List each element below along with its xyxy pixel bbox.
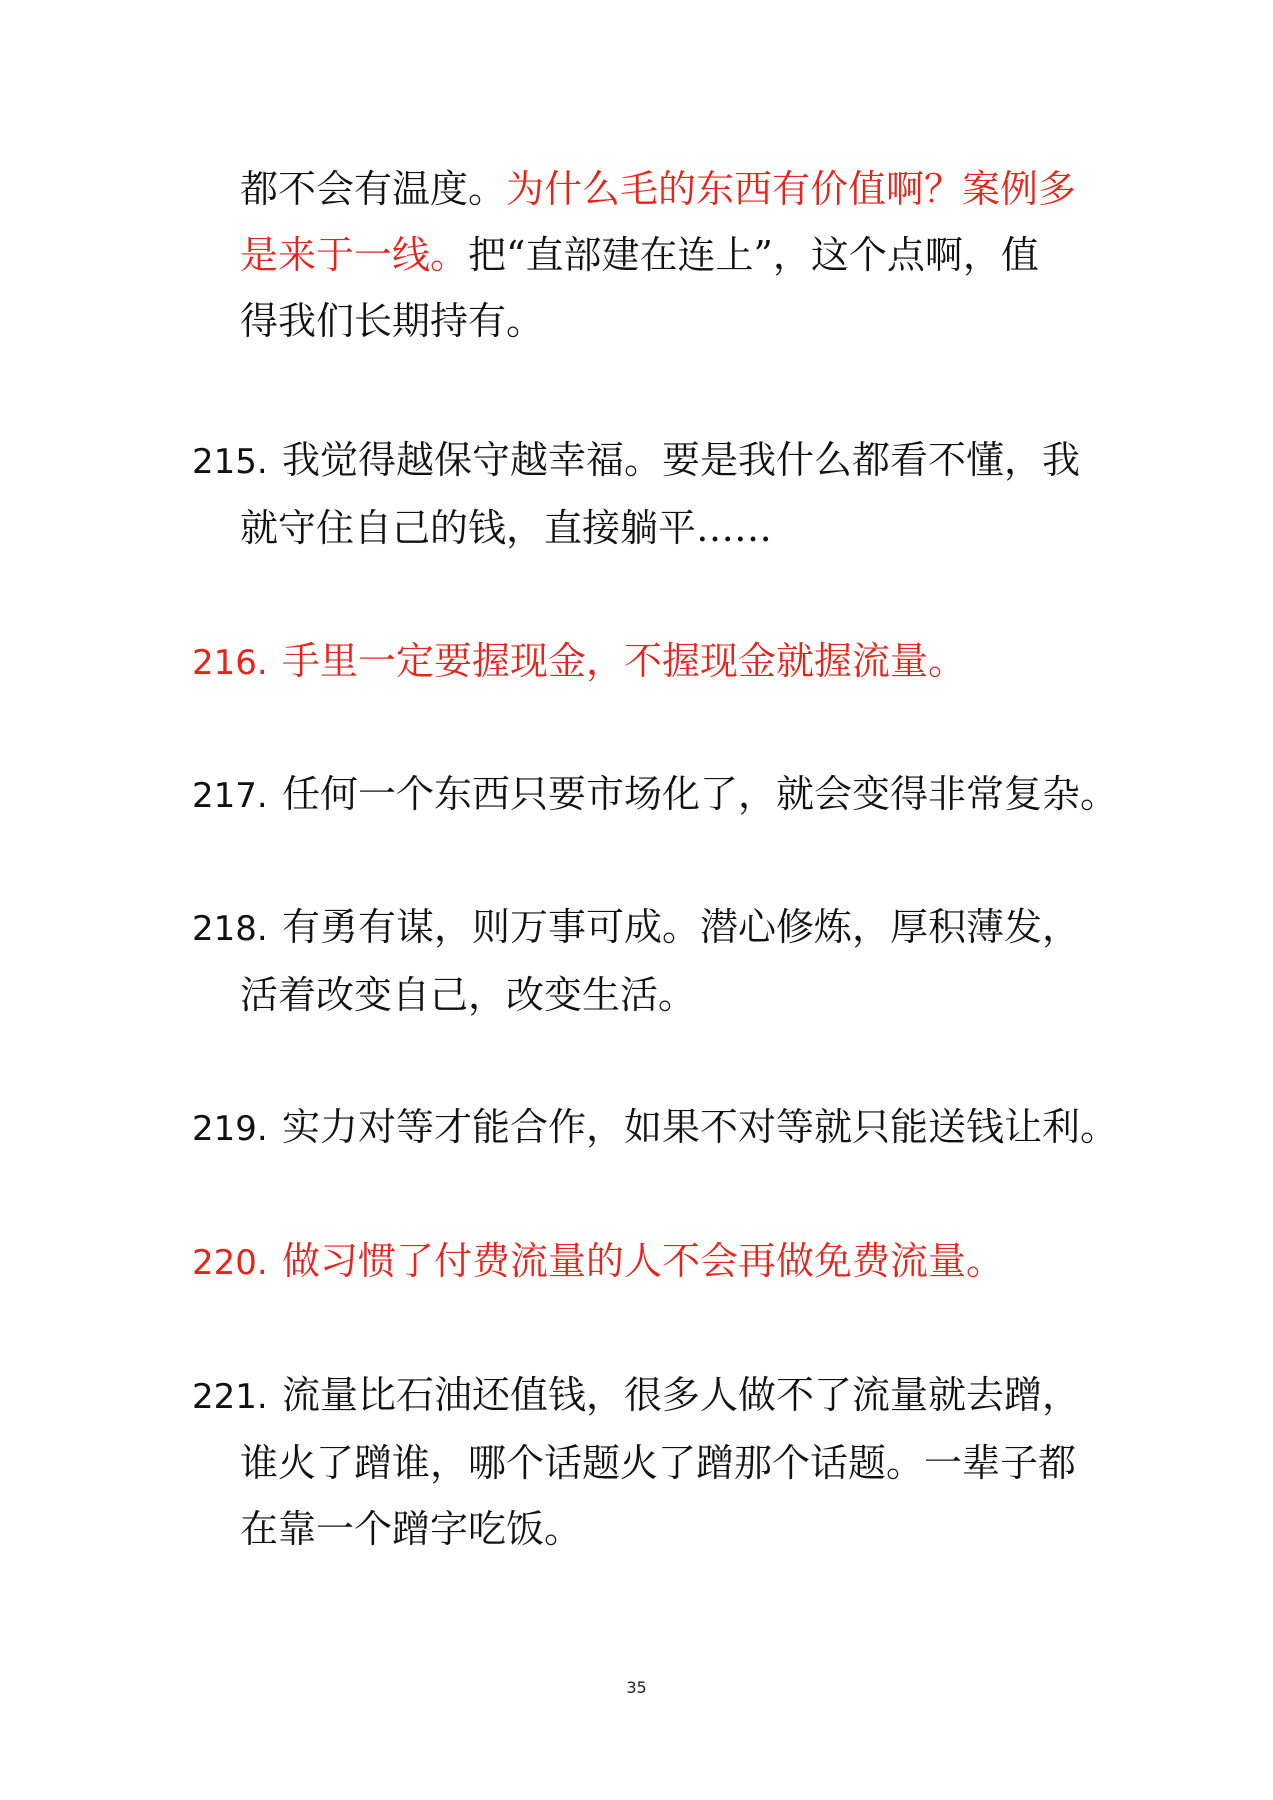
item-number: 221.: [192, 1377, 268, 1417]
page-number: 35: [626, 1678, 647, 1697]
list-item-line: 在靠一个蹭字吃饭。: [240, 1507, 583, 1551]
list-item-line: 215. 我觉得越保守越幸福。要是我什么都看不懂，我: [192, 427, 1112, 495]
list-item-line: 218. 有勇有谋，则万事可成。潜心修炼，厚积薄发，: [192, 894, 1112, 962]
list-item-line: 219. 实力对等才能合作，如果不对等就只能送钱让利。: [192, 1094, 1112, 1162]
list-item-217: [192, 761, 1119, 829]
item-number: 217.: [192, 776, 268, 816]
item-number: 219.: [192, 1109, 268, 1149]
item-number: 216.: [192, 643, 268, 683]
item-number: 220.: [192, 1243, 268, 1283]
continuation-paragraph: [192, 156, 1112, 354]
list-item-line: 谁火了蹭谁，哪个话题火了蹭那个话题。一辈子都: [240, 1441, 1077, 1485]
list-item-line: 217. 任何一个东西只要市场化了，就会变得非常复杂。: [192, 761, 1112, 829]
list-item-line: 220. 做习惯了付费流量的人不会再做免费流量。: [192, 1228, 1112, 1296]
continuation-line-2: 是来于一线。把“直部建在连上”，这个点啊，值: [240, 233, 1039, 277]
continuation-line-1: 都不会有温度。为什么毛的东西有价值啊？案例多: [240, 167, 1077, 211]
list-item-219: [192, 1094, 1119, 1162]
list-item-216: [192, 628, 1112, 696]
item-number: 218.: [192, 909, 268, 949]
continuation-line-3: 得我们长期持有。: [240, 299, 545, 343]
item-number: 215.: [192, 442, 268, 482]
list-item-220: [192, 1228, 1112, 1296]
list-item-218: [192, 894, 1112, 1028]
list-item-221: [192, 1362, 1112, 1562]
list-item-line: 活着改变自己，改变生活。: [240, 973, 697, 1017]
list-item-line: 221. 流量比石油还值钱，很多人做不了流量就去蹭，: [192, 1362, 1112, 1430]
list-item-215: [192, 427, 1112, 561]
list-item-line: 216. 手里一定要握现金，不握现金就握流量。: [192, 628, 1112, 696]
list-item-line: 就守住自己的钱，直接躺平……: [240, 506, 773, 550]
